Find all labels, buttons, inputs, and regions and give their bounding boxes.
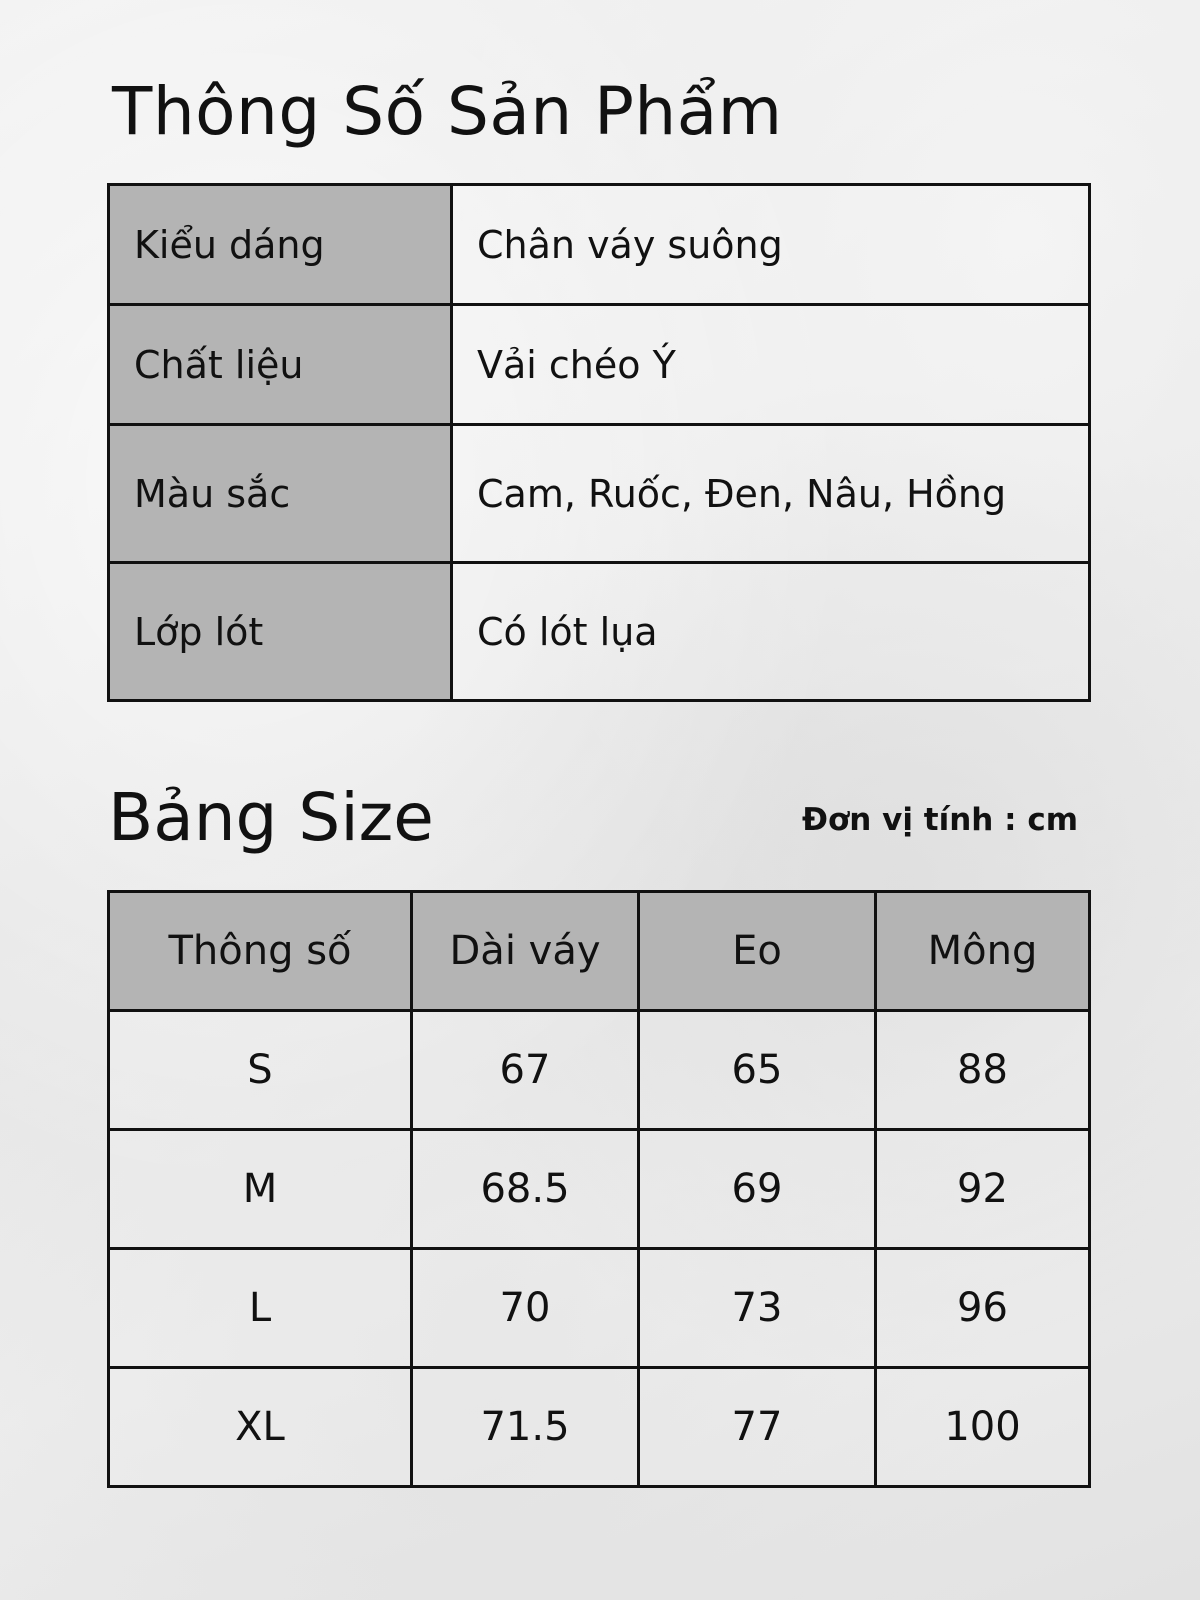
spec-label-material: Chất liệu [109,305,452,425]
spec-value-style: Chân váy suông [452,185,1090,305]
product-spec-table [107,183,1091,702]
size-chart-table [107,890,1091,1488]
table-row [109,305,1090,425]
size-cell: XL [109,1368,412,1487]
table-row [109,1011,1090,1130]
length-cell: 67 [412,1011,639,1130]
size-cell: M [109,1130,412,1249]
spec-label-lining: Lớp lót [109,563,452,701]
column-header-waist: Eo [639,892,876,1011]
hip-cell: 100 [876,1368,1090,1487]
length-cell: 68.5 [412,1130,639,1249]
table-row [109,1130,1090,1249]
hip-cell: 96 [876,1249,1090,1368]
hip-cell: 92 [876,1130,1090,1249]
hip-cell: 88 [876,1011,1090,1130]
table-row [109,185,1090,305]
waist-cell: 65 [639,1011,876,1130]
column-header-length: Dài váy [412,892,639,1011]
size-cell: S [109,1011,412,1130]
column-header-spec: Thông số [109,892,412,1011]
table-header-row [109,892,1090,1011]
spec-value-lining: Có lót lụa [452,563,1090,701]
length-cell: 71.5 [412,1368,639,1487]
spec-label-style: Kiểu dáng [109,185,452,305]
size-chart-heading: Bảng Size [108,779,434,856]
page-title: Thông Số Sản Phẩm [112,73,783,150]
waist-cell: 73 [639,1249,876,1368]
table-row [109,425,1090,563]
unit-note: Đơn vị tính : cm [802,802,1079,838]
table-row [109,563,1090,701]
spec-label-color: Màu sắc [109,425,452,563]
table-row [109,1368,1090,1487]
waist-cell: 69 [639,1130,876,1249]
table-row [109,1249,1090,1368]
size-cell: L [109,1249,412,1368]
column-header-hip: Mông [876,892,1090,1011]
spec-value-color: Cam, Ruốc, Đen, Nâu, Hồng [452,425,1090,563]
waist-cell: 77 [639,1368,876,1487]
spec-value-material: Vải chéo Ý [452,305,1090,425]
length-cell: 70 [412,1249,639,1368]
